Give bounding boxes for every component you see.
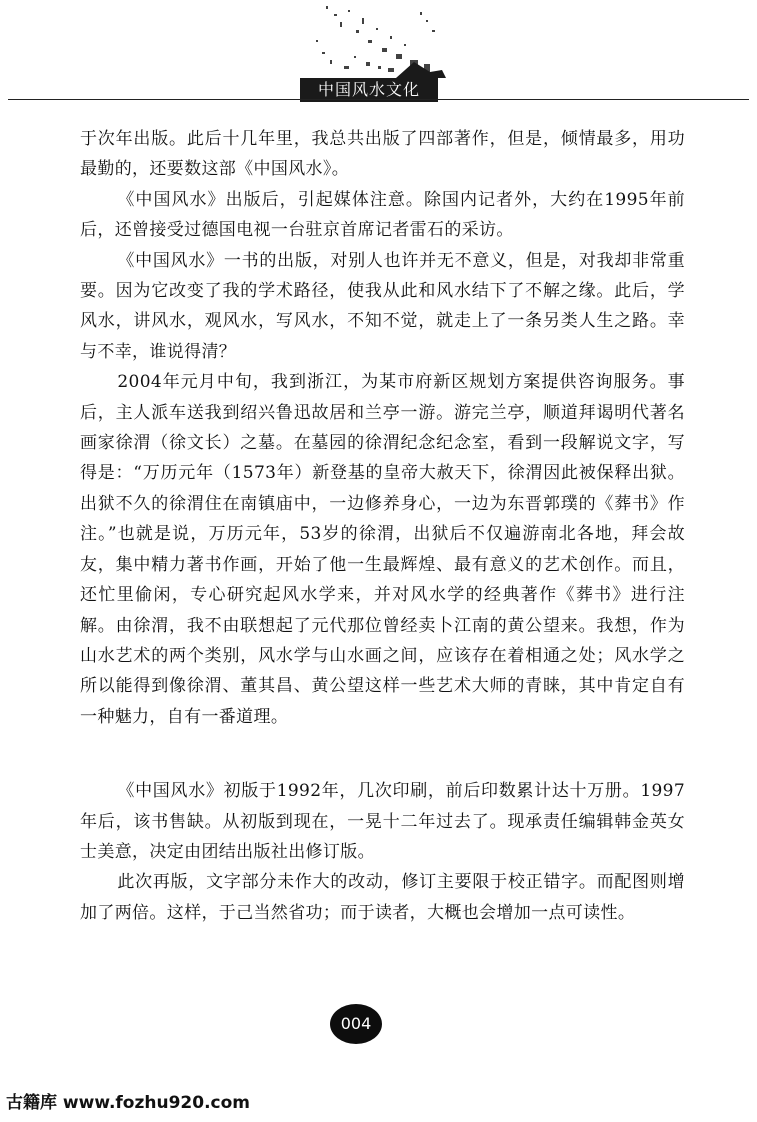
paragraph-3: 《中国风水》一书的出版，对别人也许并无不意义，但是，对我却非常重要。因为它改变了我的学术路径，使我从此和风水结下了不解之缘。此后，学风水，讲风水，观风水，写风水，不知不觉，就走上了一条另类人生之路。幸与不幸，谁说得清？: [80, 250, 685, 362]
site-watermark: 古籍库 www.fozhu920.com: [6, 1093, 250, 1113]
page-number: 004: [330, 1004, 382, 1044]
paragraph-4: 2004年元月中旬，我到浙江，为某市府新区规划方案提供咨询服务。事后，主人派车送我到绍兴鲁迅故居和兰亭一游。游完兰亭，顺道拜谒明代著名画家徐渭（徐文长）之墓。在墓园的徐渭纪念纪念室，看到一段解说文字，写得是：“万历元年（1573年）新登基的皇帝大赦天下，徐渭因此被保释出狱。出狱不久的徐渭住在南镇庙中，一边修养身心，一边为东晋郭璞的《葬书》作注。”也就是说，万历元年，53岁的徐渭，出狱后不仅遍游南北各地，拜会故友，集中精力著书作画，开始了他一生最辉煌、最有意义的艺术创作。而且，还忙里偷闲，专心研究起风水学来，并对风水学的经典著作《葬书》进行注解。由徐渭，我不由联想起了元代那位曾经卖卜江南的黄公望来。我想，作为山水艺术的两个类别，风水学与山水画之间，应该存在着相通之处；风水学之所以能得到像徐渭、董其昌、黄公望这样一些艺术大师的青睐，其中肯定自有一种魅力，自有一番道理。: [80, 372, 685, 727]
section-gap: [80, 732, 685, 776]
paragraph-2: 《中国风水》出版后，引起媒体注意。除国内记者外，大约在1995年前后，还曾接受过德国电视一台驻京首席记者雷石的采访。: [80, 189, 685, 241]
body-text: [80, 124, 685, 928]
paragraph-6: 此次再版，文字部分未作大的改动，修订主要限于校正错字。而配图则增加了两倍。这样，于己当然省功；而于读者，大概也会增加一点可读性。: [80, 872, 685, 923]
running-header-title: 中国风水文化: [300, 78, 438, 102]
header-divider: [8, 99, 749, 100]
paragraph-1: 于次年出版。此后十几年里，我总共出版了四部著作，但是，倾情最多，用功最勤的，还要数这部《中国风水》。: [80, 129, 685, 180]
paragraph-5: 《中国风水》初版于1992年，几次印刷，前后印数累计达十万册。1997年后，该书售缺。从初版到现在，一晃十二年过去了。现承责任编辑韩金英女士美意，决定由团结出版社出修订版。: [80, 781, 685, 862]
